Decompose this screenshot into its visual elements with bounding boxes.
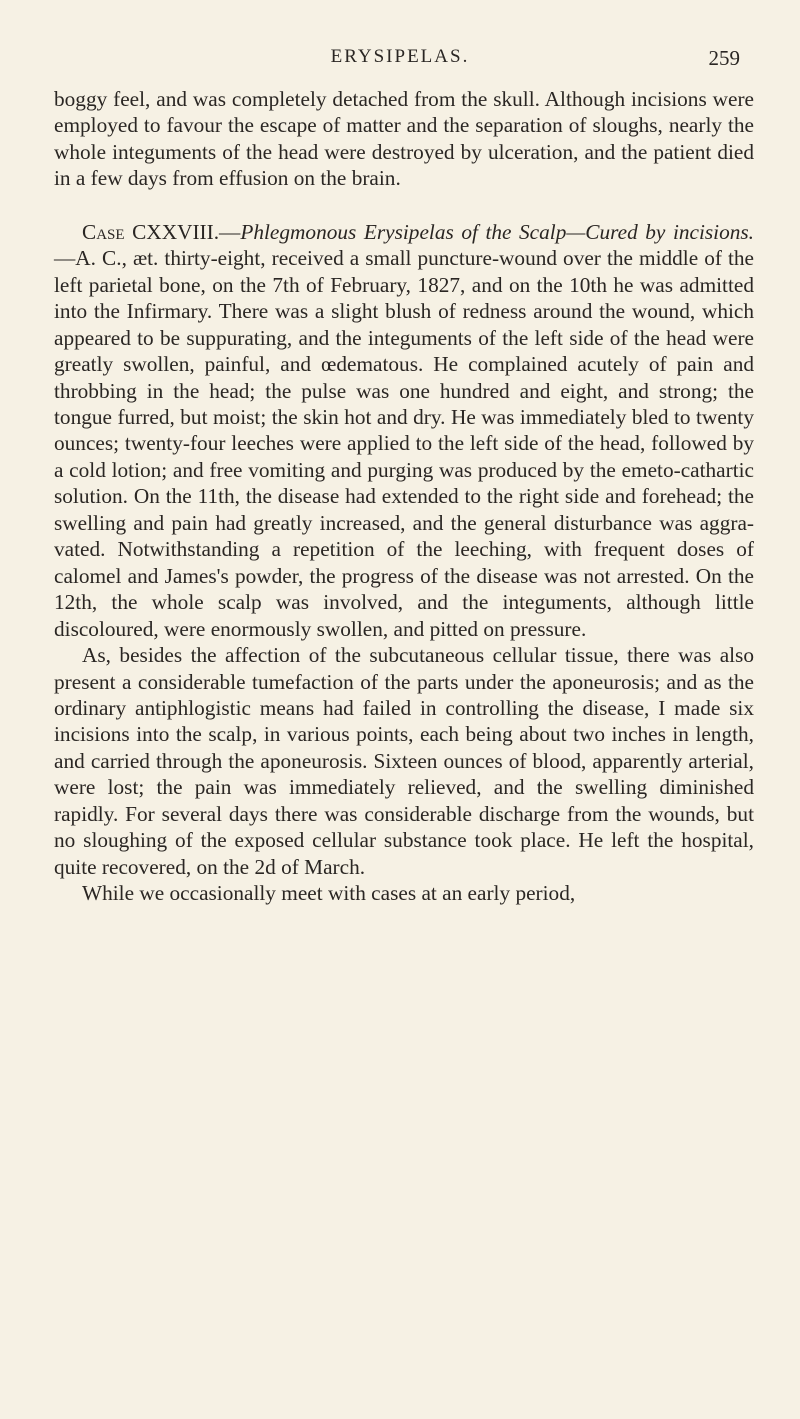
- case-text: —A. C., æt. thirty-eight, received a small puncture-wound over the middle of the left parietal bone, on the 7th of February, 1827, and on the 10th he was admitted into the Infirmary. There was a slight blush of redness around the wound, which appeared to be suppurating, and the integuments of the left side of the head were greatly swollen, painful, and œdematous. He complained acutely of pain and throbbing in the head; the pulse was one hundred and eight, and strong; the tongue furred, but moist; the skin hot and dry. He was immediately bled to twenty ounces; twenty-four leeches were applied to the left side of the head, followed by a cold lotion; and free vomiting and purging was produced by the emeto-cathartic solution. On the 11th, the disease had extended to the right side and forehead; the swelling and pain had greatly increased, and the general disturbance was aggravated. Notwithstanding a repetition of the leeching, with frequent doses of calomel and James's powder, the progress of the disease was not arrested. On the 12th, the whole scalp was involved, and the integuments, although little discoloured, were enormously swollen, and pitted on pressure.: [54, 246, 754, 641]
- body-text: [54, 86, 754, 907]
- case-number: CXXVIII.—: [124, 219, 241, 244]
- paragraph-treatment: As, besides the affection of the subcutaneous cellular tissue, there was also present a considerable tumefaction of the parts under the aponeurosis; and as the ordinary antiphlogistic means had failed in controlling the disease, I made six incisions into the scalp, in various points, each being about two inches in length, and carried through the aponeurosis. Sixteen ounces of blood, apparently arterial, were lost; the pain was immediately relieved, and the swelling diminished rapidly. For several days there was considerable discharge from the wounds, but no sloughing of the exposed cellular substance took place. He left the hospital, quite recovered, on the 2d of March.: [54, 643, 754, 879]
- case-label: Case: [82, 219, 125, 244]
- paragraph-final: While we occasionally meet with cases at an early period,: [82, 881, 576, 906]
- case-title: Phlegmonous Erysipelas of the Scalp—Cured by incisions.: [240, 219, 754, 244]
- running-title: ERYSIPELAS.: [330, 46, 470, 67]
- paragraph-case: [54, 219, 754, 642]
- paragraph-continuation: boggy feel, and was completely detached from the skull. Although incisions were employed to favour the escape of matter and the separation of sloughs, nearly the whole integuments of the head were destroyed by ulceration, and the patient died in a few days from effusion on the brain.: [54, 87, 754, 191]
- running-head: [0, 46, 800, 76]
- page-number: 259: [708, 46, 740, 70]
